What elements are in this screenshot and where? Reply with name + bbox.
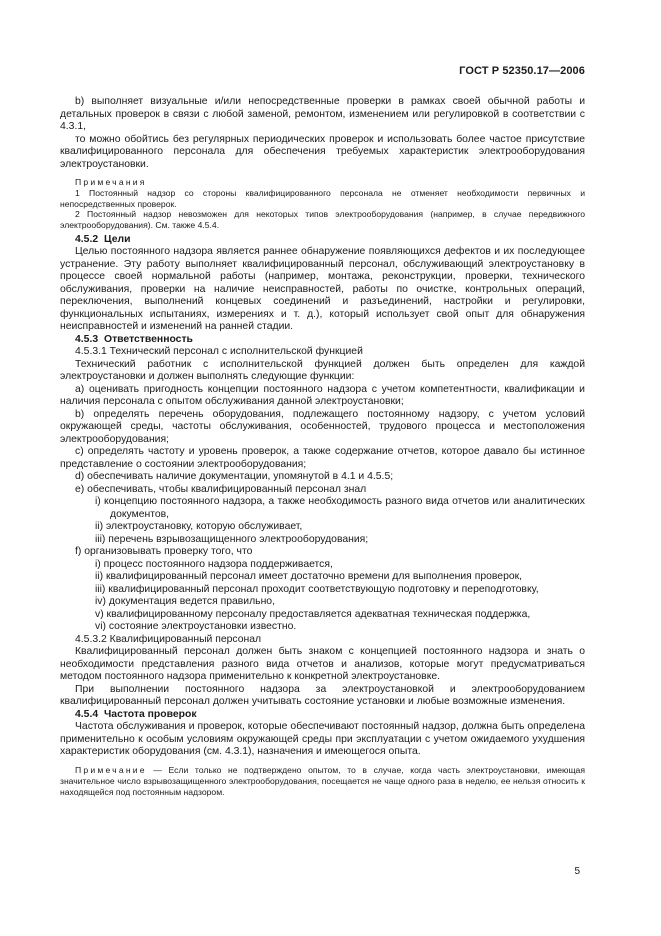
paragraph-4-5-4: Частота обслуживания и проверок, которые обеспечивают постоянный надзор, должна быть определена применительно к особым условиям окружающей среды при эксплуатации с учетом ожидаемого ухудшения характеристик оборудования (см. 4.3.1), назначения и имеющегося опыта.	[60, 721, 585, 758]
list-item-f-iv: iv) документация ведется правильно,	[95, 596, 275, 608]
section-title: Частота проверок	[104, 708, 197, 720]
notes-title: Примечания	[75, 177, 147, 187]
list-item-e-ii: ii) электроустановку, которую обслуживает,	[95, 521, 303, 533]
note-2: 2 Постоянный надзор невозможен для некоторых типов электрооборудования (например, в случае передвижного электрооборудования). См. также 4.5.4.	[60, 209, 585, 231]
list-item-f-vi: vi) состояние электроустановки известно.	[95, 621, 297, 633]
list-item-f-i: i) процесс постоянного надзора поддерживается,	[95, 558, 333, 570]
item-b-continued: b) выполняет визуальные и/или непосредственные проверки в рамках своей обычной работы и детальных проверок в связи с любой заменой, ремонтом, изменением или регулировкой в соответствии с 4.3.1,	[60, 96, 585, 132]
list-item-b: b) определять перечень оборудования, подлежащего постоянному надзору, с учетом условий окружающей среды, частоты обслуживания, особенностей, трудового процесса и местоположения электрооборудования;	[60, 408, 585, 445]
subsection-heading-4-5-3-1: 4.5.3.1 Технический персонал с исполнительской функцией	[75, 346, 363, 358]
list-item-f-ii: ii) квалифицированный персонал имеет достаточно времени для выполнения проверок,	[95, 571, 523, 583]
section-heading-4-5-3	[75, 334, 585, 347]
subsection-heading-4-5-3-2: 4.5.3.2 Квалифицированный персонал	[75, 633, 262, 645]
list-item-f-iii: iii) квалифицированный персонал проходит соответствующую подготовку и переподготовку,	[95, 583, 539, 595]
final-note-text: — Если только не подтверждено опытом, то в случае, когда часть электроустановки, имеющая значительное число взрывозащищенного электрооборудования, посещается не чаще одного раза в неделю, ее нельзя относить к находящейся под постоянным надзором.	[60, 764, 585, 797]
list-item-a: a) оценивать пригодность концепции постоянного надзора с учетом компетентности, квалификации и наличия персонала с опытом обслуживания данной электроустановки;	[60, 383, 585, 408]
paragraph-4-5-3-2-a: Квалифицированный персонал должен быть знаком с концепцией постоянного надзора и знать о необходимости представления разного вида отчетов и анализов, которые могут предусматриваться методом постоянного надзора применительно к конкретной электроустановке.	[60, 646, 585, 683]
section-title: Цели	[104, 233, 131, 245]
paragraph-4-5-2: Целью постоянного надзора является раннее обнаружение появляющихся дефектов и их последующее устранение. Эту работу выполняет квалифицированный персонал, обслуживающий электроустановку в процессе своей нормальной работы (например, монтажа, реконструкции, проверки, технического обслуживания, проверки на наличие неисправностей, работы по очистке, контрольных операций, переключения, выполнений концевых соединений и разъединений, настройки и регулировки, функциональных испытаниях, измерениях и т. д.), который использует свой опыт для обнаружения неисправностей и изменений на ранней стадии.	[60, 246, 585, 333]
paragraph-4-5-3-1: Технический работник с исполнительской функцией должен быть определен для каждой электроустановки и должен выполнять следующие функции:	[60, 358, 585, 383]
list-item-d: d) обеспечивать наличие документации, упомянутой в 4.1 и 4.5.5;	[75, 471, 394, 483]
list-item-c: c) определять частоту и уровень проверок, а также содержание отчетов, которое давало бы истинное представление о состоянии электрооборудования;	[60, 446, 585, 470]
final-note	[60, 765, 585, 797]
list-item-e-iii: iii) перечень взрывозащищенного электрооборудования;	[95, 533, 369, 545]
page-body	[60, 96, 585, 797]
section-heading-4-5-4	[75, 709, 585, 722]
section-heading-4-5-2	[75, 234, 585, 247]
final-note-title: Примечание	[75, 764, 147, 775]
standard-header: ГОСТ Р 52350.17—2006	[459, 65, 585, 77]
list-item-f-v: v) квалифицированному персоналу предоставляется адекватная техническая поддержка,	[95, 608, 531, 620]
section-title: Ответственность	[104, 333, 193, 345]
section-number: 4.5.3	[75, 333, 99, 345]
paragraph-after-b: то можно обойтись без регулярных периодических проверок и использовать более частое присутствие квалифицированного персонала для обеспечения требуемых характеристик электрооборудования электроустановки.	[60, 133, 585, 170]
section-number: 4.5.4	[75, 708, 99, 720]
list-item-f: f) организовывать проверку того, что	[75, 546, 253, 558]
note-1: 1 Постоянный надзор со стороны квалифицированного персонала не отменяет необходимости первичных и непосредственных проверок.	[60, 187, 585, 209]
page-number: 5	[574, 866, 580, 877]
list-item-e: e) обеспечивать, чтобы квалифицированный персонал знал	[75, 483, 367, 495]
list-item-e-i: i) концепцию постоянного надзора, а также необходимость разного вида отчетов или аналитических документов,	[95, 496, 585, 520]
section-number: 4.5.2	[75, 233, 99, 245]
paragraph-4-5-3-2-b: При выполнении постоянного надзора за электроустановкой и электрооборудованием квалифицированный персонал должен учитывать состояние установки и любые возможные изменения.	[60, 683, 585, 708]
